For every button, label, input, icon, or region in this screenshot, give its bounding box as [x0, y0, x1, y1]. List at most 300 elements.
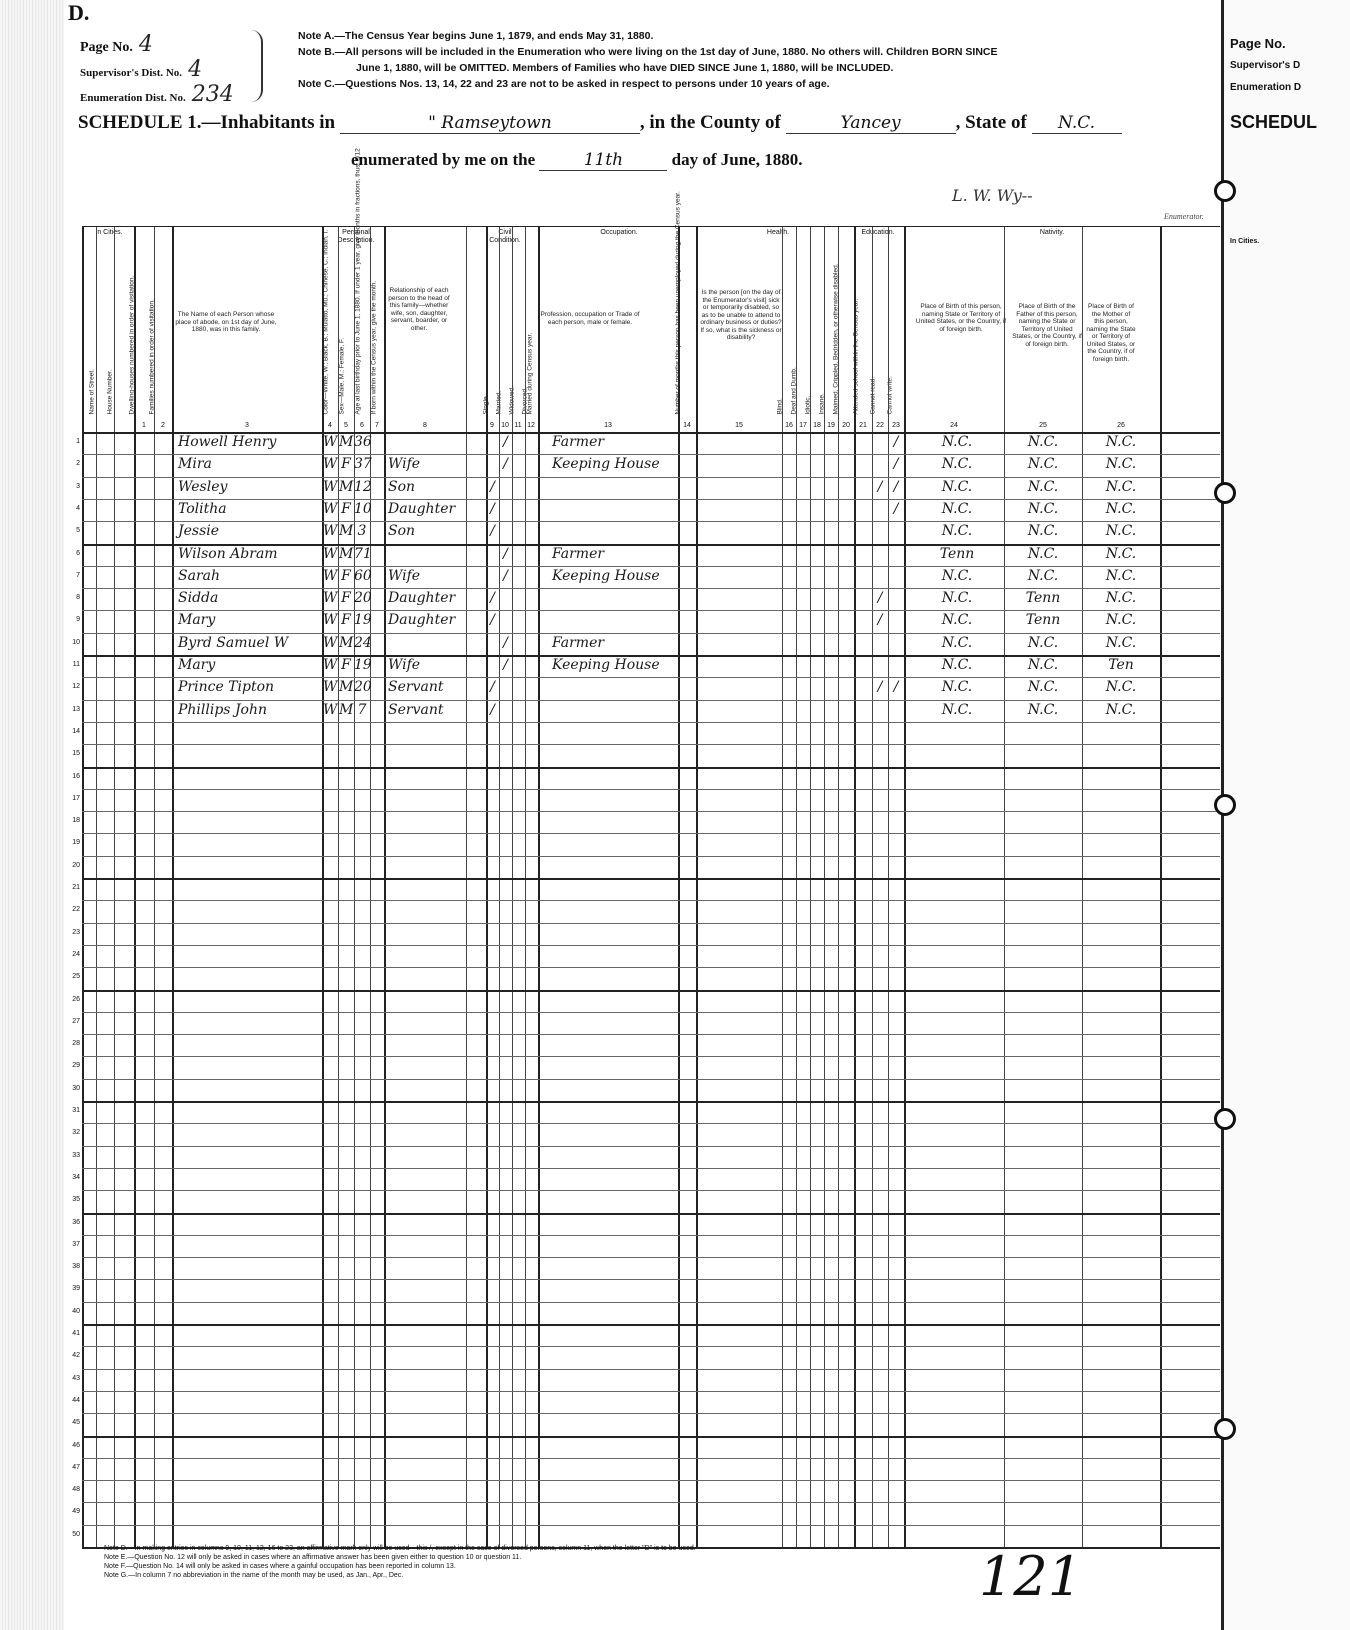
row-number: 33 [72, 1151, 80, 1159]
header-profession: Profession, occupation or Trade of each person, male or female. [540, 311, 640, 326]
group-personal: Personal Description. [337, 229, 375, 244]
entry-color: W [323, 701, 338, 718]
entry-name: Phillips John [178, 701, 268, 718]
row-number: 10 [72, 638, 80, 646]
header-sickness: Is the person [on the day of the Enumerator's visit] sick or temporarily disabled, so as to be unable to attend to ordinary business or duties? If so, what is the sickness or disability? [700, 289, 782, 341]
row-number: 38 [72, 1263, 80, 1271]
row-number: 9 [76, 616, 80, 624]
row-number: 35 [72, 1196, 80, 1204]
note-b-continued: June 1, 1880, will be OMITTED. Members of Families who have DIED SINCE June 1, 1880, will be INCLUDED. [356, 62, 894, 74]
entry-relationship: Servant [388, 701, 444, 718]
entry-sex: F [341, 500, 351, 517]
row-number: 36 [72, 1218, 80, 1226]
header-birth-mother: Place of Birth of the Mother of this person, naming the State or Territory of United States, or the Country, if of foreign birth. [1086, 303, 1136, 363]
header-school: Attended school within the Census year. [852, 298, 860, 415]
binder-ring-icon [1214, 180, 1236, 202]
entry-color: W [323, 434, 338, 450]
header-born-month: If born within the Census year, give the month. [370, 280, 378, 415]
row-number: 50 [72, 1530, 80, 1538]
header-months-unemployed: Number of months this person has been unemployed during the Census year. [674, 191, 682, 415]
adjacent-supervisor: Supervisor's D [1230, 60, 1301, 71]
entry-father-birthplace: N.C. [1027, 478, 1059, 495]
entry-age: 7 [357, 701, 367, 718]
column-rule [172, 227, 174, 1549]
row-number: 11 [72, 661, 80, 668]
entry-birthplace: N.C. [941, 456, 973, 473]
entry-single: / [490, 679, 495, 696]
column-number: 6 [360, 422, 364, 429]
row-number: 31 [72, 1107, 80, 1114]
entry-mother-birthplace: N.C. [1105, 567, 1137, 584]
entry-occupation: Keeping House [552, 567, 660, 584]
entry-mother-birthplace: N.C. [1105, 545, 1137, 562]
entry-age: 3 [357, 523, 367, 540]
entry-name: Sidda [178, 590, 219, 607]
column-rule [1004, 227, 1005, 1549]
entry-sex: F [341, 456, 351, 473]
enumerator-signature: L. W. Wy-- [952, 186, 1033, 205]
header-brace [249, 30, 263, 102]
column-number: 16 [785, 422, 793, 429]
column-number: 15 [735, 422, 743, 429]
row-number: 46 [72, 1441, 80, 1449]
row-rule [82, 610, 1220, 611]
row-rule [82, 1436, 1220, 1438]
header-metadata [80, 32, 250, 107]
note-e: Note E.—Question No. 12 will only be asked in cases where an affirmative answer has been given either to question 10 or question 11. [104, 1554, 522, 1561]
column-number: 14 [683, 422, 691, 429]
column-rule [696, 227, 698, 1549]
entry-birthplace: N.C. [941, 523, 973, 540]
row-rule [82, 1369, 1220, 1370]
row-number: 20 [72, 861, 80, 869]
row-rule [82, 923, 1220, 924]
header-cannot-write: Cannot write. [886, 376, 894, 415]
column-rule [466, 227, 467, 1549]
note-f: Note F.—Question No. 14 will only be asked in cases where a gainful occupation has been reported in column 13. [104, 1563, 456, 1570]
binder-ring-icon [1214, 482, 1236, 504]
row-rule [82, 856, 1220, 857]
entry-mother-birthplace: N.C. [1105, 523, 1137, 540]
state-label: , State of [955, 112, 1027, 133]
note-g: Note G.—In column 7 no abbreviation in the name of the month may be used, as Jan., Apr., Dec. [104, 1572, 404, 1579]
entry-birthplace: N.C. [941, 567, 973, 584]
column-number: 3 [245, 422, 249, 429]
column-number: 12 [527, 422, 535, 429]
entry-birthplace: N.C. [941, 590, 973, 607]
county-field: Yancey [786, 113, 956, 134]
header-maimed: Maimed, Crippled, Bedridden, or otherwise disabled. [832, 263, 840, 415]
entry-single: / [490, 500, 495, 517]
entry-father-birthplace: N.C. [1027, 634, 1059, 651]
row-number: 13 [72, 705, 80, 713]
entry-relationship: Wife [388, 657, 421, 673]
header-age: Age at last birthday prior to June 1, 1880. If under 1 year, give months in fractions, thus: 3/12 [354, 148, 362, 415]
entry-cannot-write: / [893, 679, 899, 696]
row-rule [82, 878, 1220, 880]
row-number: 8 [76, 594, 80, 602]
row-rule [82, 967, 1220, 968]
row-number: 45 [72, 1419, 80, 1427]
note-c: Note C.—Questions Nos. 13, 14, 22 and 23 are not to be asked in respect to persons under 10 years of age. [298, 78, 830, 90]
entry-relationship: Son [388, 523, 416, 540]
enumerated-label: enumerated by me on the [351, 150, 536, 169]
entry-age: 19 [354, 612, 372, 629]
page-no-label: Page No. [80, 40, 133, 55]
row-rule [82, 1257, 1220, 1258]
column-number: 9 [490, 422, 494, 429]
entry-color: W [323, 634, 338, 651]
row-number: 39 [72, 1285, 80, 1293]
entry-cannot-write: / [893, 500, 899, 517]
group-civil: Civil Condition. [489, 229, 521, 244]
row-number: 40 [72, 1307, 80, 1315]
entry-father-birthplace: N.C. [1027, 545, 1059, 562]
page-stamp-number: 121 [979, 1545, 1083, 1608]
entry-married: / [503, 567, 508, 584]
row-number: 25 [72, 973, 80, 981]
entry-birthplace: N.C. [941, 657, 973, 673]
entry-mother-birthplace: N.C. [1105, 679, 1137, 696]
group-health: Health. [766, 229, 790, 236]
row-rule [82, 1502, 1220, 1503]
row-number: 34 [72, 1173, 80, 1181]
entry-birthplace: N.C. [941, 679, 973, 696]
row-number: 15 [72, 750, 80, 758]
row-number: 14 [72, 727, 80, 735]
entry-relationship: Son [388, 478, 416, 495]
group-in-cities: In Cities. [95, 229, 123, 236]
entry-age: 10 [354, 500, 372, 517]
column-number: 17 [799, 422, 807, 429]
entry-cannot-read: / [877, 612, 883, 629]
row-number: 43 [72, 1374, 80, 1382]
row-number: 47 [72, 1463, 80, 1471]
row-rule [82, 1458, 1220, 1459]
header-street: Name of Street. [88, 368, 96, 415]
entry-name: Wilson Abram [178, 545, 278, 562]
entry-cannot-read: / [877, 478, 883, 495]
adjacent-page-edge [1221, 0, 1350, 1630]
row-rule [82, 1034, 1220, 1035]
entry-color: W [323, 590, 338, 607]
entry-birthplace: N.C. [941, 478, 973, 495]
entry-father-birthplace: Tenn [1025, 590, 1061, 607]
entry-color: W [323, 478, 338, 495]
entry-father-birthplace: N.C. [1027, 567, 1059, 584]
row-rule [82, 454, 1220, 455]
entry-relationship: Servant [388, 679, 444, 696]
header-single: Single. [482, 394, 490, 415]
column-rule [82, 227, 84, 1549]
row-rule [82, 499, 1220, 500]
entry-father-birthplace: N.C. [1027, 657, 1059, 673]
column-number: 11 [514, 422, 522, 429]
column-number: 25 [1039, 422, 1047, 429]
entry-father-birthplace: N.C. [1027, 500, 1059, 517]
entry-birthplace: N.C. [941, 612, 973, 629]
row-rule [82, 1168, 1220, 1169]
row-rule [82, 1079, 1220, 1080]
header-family: Families numbered in order of visitation. [148, 299, 156, 415]
row-rule [82, 1101, 1220, 1103]
entry-mother-birthplace: N.C. [1105, 701, 1137, 718]
column-number: 23 [892, 422, 900, 429]
header-relationship: Relationship of each person to the head of this family—whether wife, son, daughter, servant, boarder, or other. [388, 287, 450, 332]
row-rule [82, 811, 1220, 812]
row-number: 23 [72, 928, 80, 936]
row-number: 41 [72, 1330, 80, 1337]
binder-ring-icon [1214, 794, 1236, 816]
entry-married: / [503, 634, 508, 651]
entry-sex: F [341, 612, 351, 629]
note-b: Note B.—All persons will be included in the Enumeration who were living on the 1st day of June, 1880. No others will. Children BORN SINCE [298, 46, 998, 58]
row-number: 4 [76, 504, 80, 512]
row-number: 30 [72, 1084, 80, 1092]
place-field: " Ramseytown [340, 113, 640, 134]
enumerator-caption: Enumerator. [1164, 212, 1204, 221]
row-number: 2 [76, 460, 80, 468]
adjacent-page-no: Page No. [1230, 36, 1286, 51]
row-rule [82, 1190, 1220, 1191]
row-number: 26 [72, 995, 80, 1003]
entry-single: / [490, 701, 495, 718]
entry-married: / [503, 657, 508, 673]
row-rule [82, 990, 1220, 992]
enumeration-value: 234 [191, 82, 234, 107]
entry-relationship: Wife [388, 456, 421, 473]
entry-name: Mira [178, 456, 212, 473]
row-number: 7 [76, 571, 80, 579]
column-number: 8 [423, 422, 427, 429]
entry-sex: M [339, 523, 354, 540]
entry-father-birthplace: Tenn [1025, 612, 1061, 629]
group-nativity: Nativity. [1039, 229, 1065, 236]
supervisor-value: 4 [188, 57, 203, 82]
entry-single: / [490, 478, 495, 495]
entry-sex: M [339, 679, 354, 696]
entry-name: Jessie [178, 523, 220, 540]
census-sheet [64, 0, 1220, 1630]
row-rule [82, 677, 1220, 678]
row-number: 49 [72, 1508, 80, 1516]
column-number: 13 [604, 422, 612, 429]
entry-single: / [490, 612, 495, 629]
row-number: 3 [76, 482, 80, 490]
entry-cannot-write: / [893, 456, 899, 473]
schedule-title: SCHEDULE 1.—Inhabitants in [78, 112, 336, 133]
row-rule [82, 767, 1220, 769]
entry-birthplace: N.C. [941, 634, 973, 651]
instruction-notes [298, 28, 1198, 92]
entry-name: Wesley [178, 478, 228, 495]
column-number: 24 [950, 422, 958, 429]
entry-mother-birthplace: Ten [1108, 657, 1134, 673]
entry-color: W [323, 523, 338, 540]
date-tail: day of June, 1880. [671, 150, 803, 169]
entry-sex: M [339, 478, 354, 495]
row-rule [82, 900, 1220, 901]
enumeration-date-line [351, 150, 802, 171]
column-number: 21 [859, 422, 867, 429]
entry-mother-birthplace: N.C. [1105, 612, 1137, 629]
entry-age: 12 [354, 478, 372, 495]
row-rule [82, 833, 1220, 834]
row-number: 17 [72, 794, 80, 802]
header-blind: Blind. [776, 398, 784, 415]
entry-name: Mary [178, 612, 216, 629]
column-rule [114, 227, 115, 1549]
row-number: 1 [76, 438, 80, 445]
entry-occupation: Farmer [552, 434, 605, 450]
entry-single: / [490, 590, 495, 607]
row-rule [82, 1123, 1220, 1124]
column-number: 26 [1117, 422, 1125, 429]
supervisor-label: Supervisor's Dist. No. [80, 67, 183, 79]
schedule-heading [78, 112, 1122, 134]
row-number: 5 [76, 527, 80, 535]
entry-father-birthplace: N.C. [1027, 679, 1059, 696]
binder-ring-icon [1214, 1108, 1236, 1130]
group-education: Education. [861, 229, 895, 236]
entry-birthplace: N.C. [941, 701, 973, 718]
entry-sex: M [339, 545, 354, 562]
entry-relationship: Daughter [388, 612, 456, 629]
entry-mother-birthplace: N.C. [1105, 434, 1137, 450]
row-number: 6 [76, 549, 80, 557]
entry-birthplace: N.C. [941, 500, 973, 517]
column-number: 10 [501, 422, 509, 429]
sheet-letter: D. [68, 0, 90, 25]
entry-name: Prince Tipton [178, 679, 275, 696]
row-rule [82, 1413, 1220, 1414]
entry-relationship: Daughter [388, 590, 456, 607]
row-rule [82, 633, 1220, 634]
entry-single: / [490, 523, 495, 540]
entry-color: W [323, 545, 338, 562]
entry-age: 20 [354, 679, 372, 696]
row-number: 42 [72, 1352, 80, 1360]
row-rule [82, 1391, 1220, 1392]
entry-name: Tolitha [178, 500, 227, 517]
column-rule [96, 227, 97, 1549]
row-rule [82, 566, 1220, 567]
column-rule [1082, 227, 1083, 1549]
header-cannot-read: Cannot read. [869, 376, 877, 415]
entry-married: / [503, 434, 508, 450]
column-number: 18 [813, 422, 821, 429]
header-married-year: Married during Census year. [526, 332, 534, 415]
row-rule [82, 1302, 1220, 1303]
row-rule [82, 744, 1220, 745]
row-number: 24 [72, 950, 80, 958]
header-widowed: Widowed. [508, 385, 516, 415]
row-rule [82, 1235, 1220, 1236]
row-number: 28 [72, 1040, 80, 1048]
entry-relationship: Wife [388, 567, 421, 584]
column-number: 5 [344, 422, 348, 429]
row-rule [82, 1012, 1220, 1013]
row-rule [82, 521, 1220, 522]
column-number: 1 [142, 422, 146, 429]
row-rule [82, 700, 1220, 701]
entry-color: W [323, 612, 338, 629]
row-rule [82, 588, 1220, 589]
row-number: 12 [72, 683, 80, 691]
entry-name: Mary [178, 657, 216, 673]
entry-color: W [323, 657, 338, 673]
entry-sex: F [341, 657, 351, 673]
entry-age: 37 [354, 456, 372, 473]
entry-cannot-read: / [877, 590, 883, 607]
header-sex: Sex—Male, M.; Female, F. [338, 337, 346, 415]
header-birth-person: Place of Birth of this person, naming State or Territory of United States, or the Country, if of foreign birth. [915, 303, 1007, 333]
row-rule [82, 1213, 1220, 1215]
entry-relationship: Daughter [388, 500, 456, 517]
left-binding-edge [0, 0, 64, 1630]
header-birth-father: Place of Birth of the Father of this person, naming the State or Territory of United States, or the Country, if of foreign birth. [1012, 303, 1082, 348]
row-rule [82, 477, 1220, 478]
entry-name: Sarah [178, 567, 220, 584]
adjacent-enumeration: Enumeration D [1230, 82, 1302, 93]
row-rule [82, 1324, 1220, 1326]
entry-occupation: Keeping House [552, 657, 660, 673]
header-color: Color—White, W.; Black, B.; Mulatto, Mu.; Chinese, C.; Indian, I. [322, 229, 330, 415]
entry-sex: M [339, 701, 354, 718]
entry-birthplace: Tenn [939, 545, 975, 562]
entry-mother-birthplace: N.C. [1105, 456, 1137, 473]
footer-notes [104, 1544, 696, 1580]
enumeration-label: Enumeration Dist. No. [80, 92, 186, 104]
county-label: , in the County of [639, 112, 781, 133]
entry-married: / [503, 456, 508, 473]
entry-name: Byrd Samuel W [178, 634, 289, 651]
row-number: 37 [72, 1240, 80, 1248]
row-number: 32 [72, 1129, 80, 1137]
entry-mother-birthplace: N.C. [1105, 500, 1137, 517]
entry-occupation: Keeping House [552, 456, 660, 473]
row-number: 27 [72, 1017, 80, 1025]
column-number: 2 [161, 422, 165, 429]
entry-occupation: Farmer [552, 545, 605, 562]
entry-birthplace: N.C. [941, 434, 973, 450]
row-number: 16 [72, 772, 80, 780]
row-rule [82, 1346, 1220, 1347]
entry-mother-birthplace: N.C. [1105, 590, 1137, 607]
entry-cannot-read: / [877, 679, 883, 696]
entry-married: / [503, 545, 508, 562]
row-rule [82, 1480, 1220, 1481]
column-number: 20 [842, 422, 850, 429]
row-number: 29 [72, 1062, 80, 1070]
row-number: 48 [72, 1486, 80, 1494]
entry-color: W [323, 567, 338, 584]
entry-age: 71 [354, 545, 372, 562]
header-house-number: House Number. [106, 369, 114, 415]
entry-color: W [323, 679, 338, 696]
row-rule [82, 945, 1220, 946]
entry-name: Howell Henry [178, 434, 277, 450]
entry-age: 19 [354, 657, 372, 673]
entry-cannot-write: / [893, 434, 899, 450]
row-rule [82, 1279, 1220, 1280]
entry-father-birthplace: N.C. [1027, 434, 1059, 450]
entry-father-birthplace: N.C. [1027, 701, 1059, 718]
header-dwelling: Dwelling-houses numbered in order of visitation. [128, 275, 136, 415]
row-rule [82, 1056, 1220, 1057]
day-field: 11th [539, 150, 667, 171]
entry-mother-birthplace: N.C. [1105, 478, 1137, 495]
